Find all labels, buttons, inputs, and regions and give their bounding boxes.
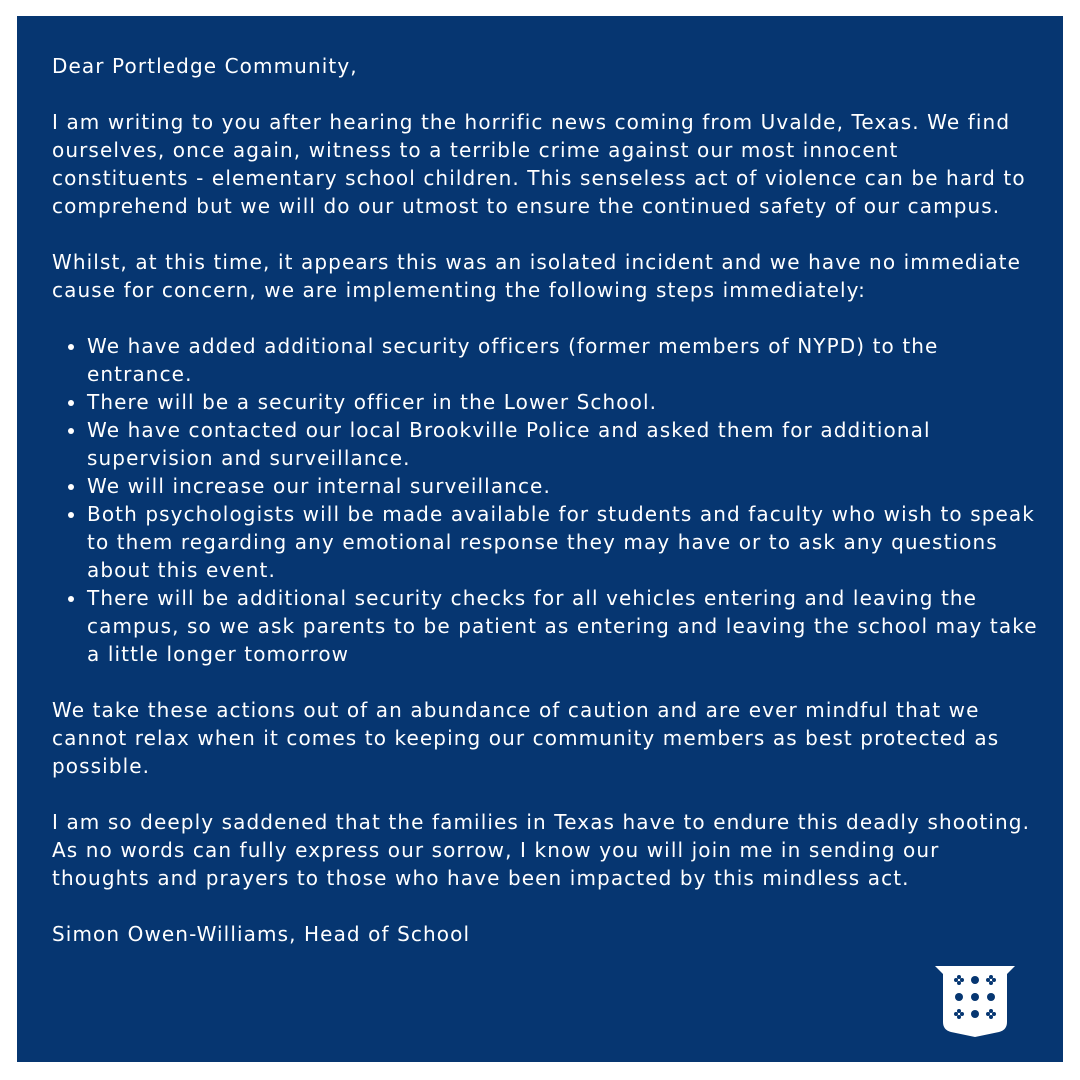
letter-paragraph-1: I am writing to you after hearing the horrific news coming from Uvalde, Texas. We find ourselves, once again, witness to a terrible crime against our most innocent constituents - elementary school children. This senseless act of violence can be hard to comprehend but we will do our utmost to ensure the continued safety of our campus.	[52, 110, 1026, 218]
letter-greeting: Dear Portledge Community,	[52, 54, 358, 78]
letter-body	[52, 52, 1042, 948]
letter-signature: Simon Owen-Williams, Head of School	[52, 922, 471, 946]
list-item: • We have contacted our local Brookville Police and asked them for additional supervision and surveillance.	[87, 416, 1042, 472]
letter-paragraph-3: We take these actions out of an abundance of caution and are ever mindful that we cannot relax when it comes to keeping our community members as best protected as possible.	[52, 698, 1000, 778]
list-item: • There will be a security officer in the Lower School.	[87, 388, 1042, 416]
list-item: • We will increase our internal surveillance.	[87, 472, 1042, 500]
letter-paragraph-4: I am so deeply saddened that the families in Texas have to endure this deadly shooting. As no words can fully express our sorrow, I know you will join me in sending our thoughts and prayers to those who have been impacted by this mindless act.	[52, 810, 1031, 890]
school-crest-icon	[933, 964, 1017, 1038]
letter-paragraph-2: Whilst, at this time, it appears this was an isolated incident and we have no immediate cause for concern, we are implementing the following steps immediately:	[52, 250, 1022, 302]
list-item: • Both psychologists will be made available for students and faculty who wish to speak to them regarding any emotional response they may have or to ask any questions about this event.	[87, 500, 1042, 584]
security-steps-list	[52, 332, 1042, 668]
letter-card	[17, 16, 1063, 1062]
list-item: • There will be additional security checks for all vehicles entering and leaving the campus, so we ask parents to be patient as entering and leaving the school may take a little longer tomorrow	[87, 584, 1042, 668]
list-item: • We have added additional security officers (former members of NYPD) to the entrance.	[87, 332, 1042, 388]
